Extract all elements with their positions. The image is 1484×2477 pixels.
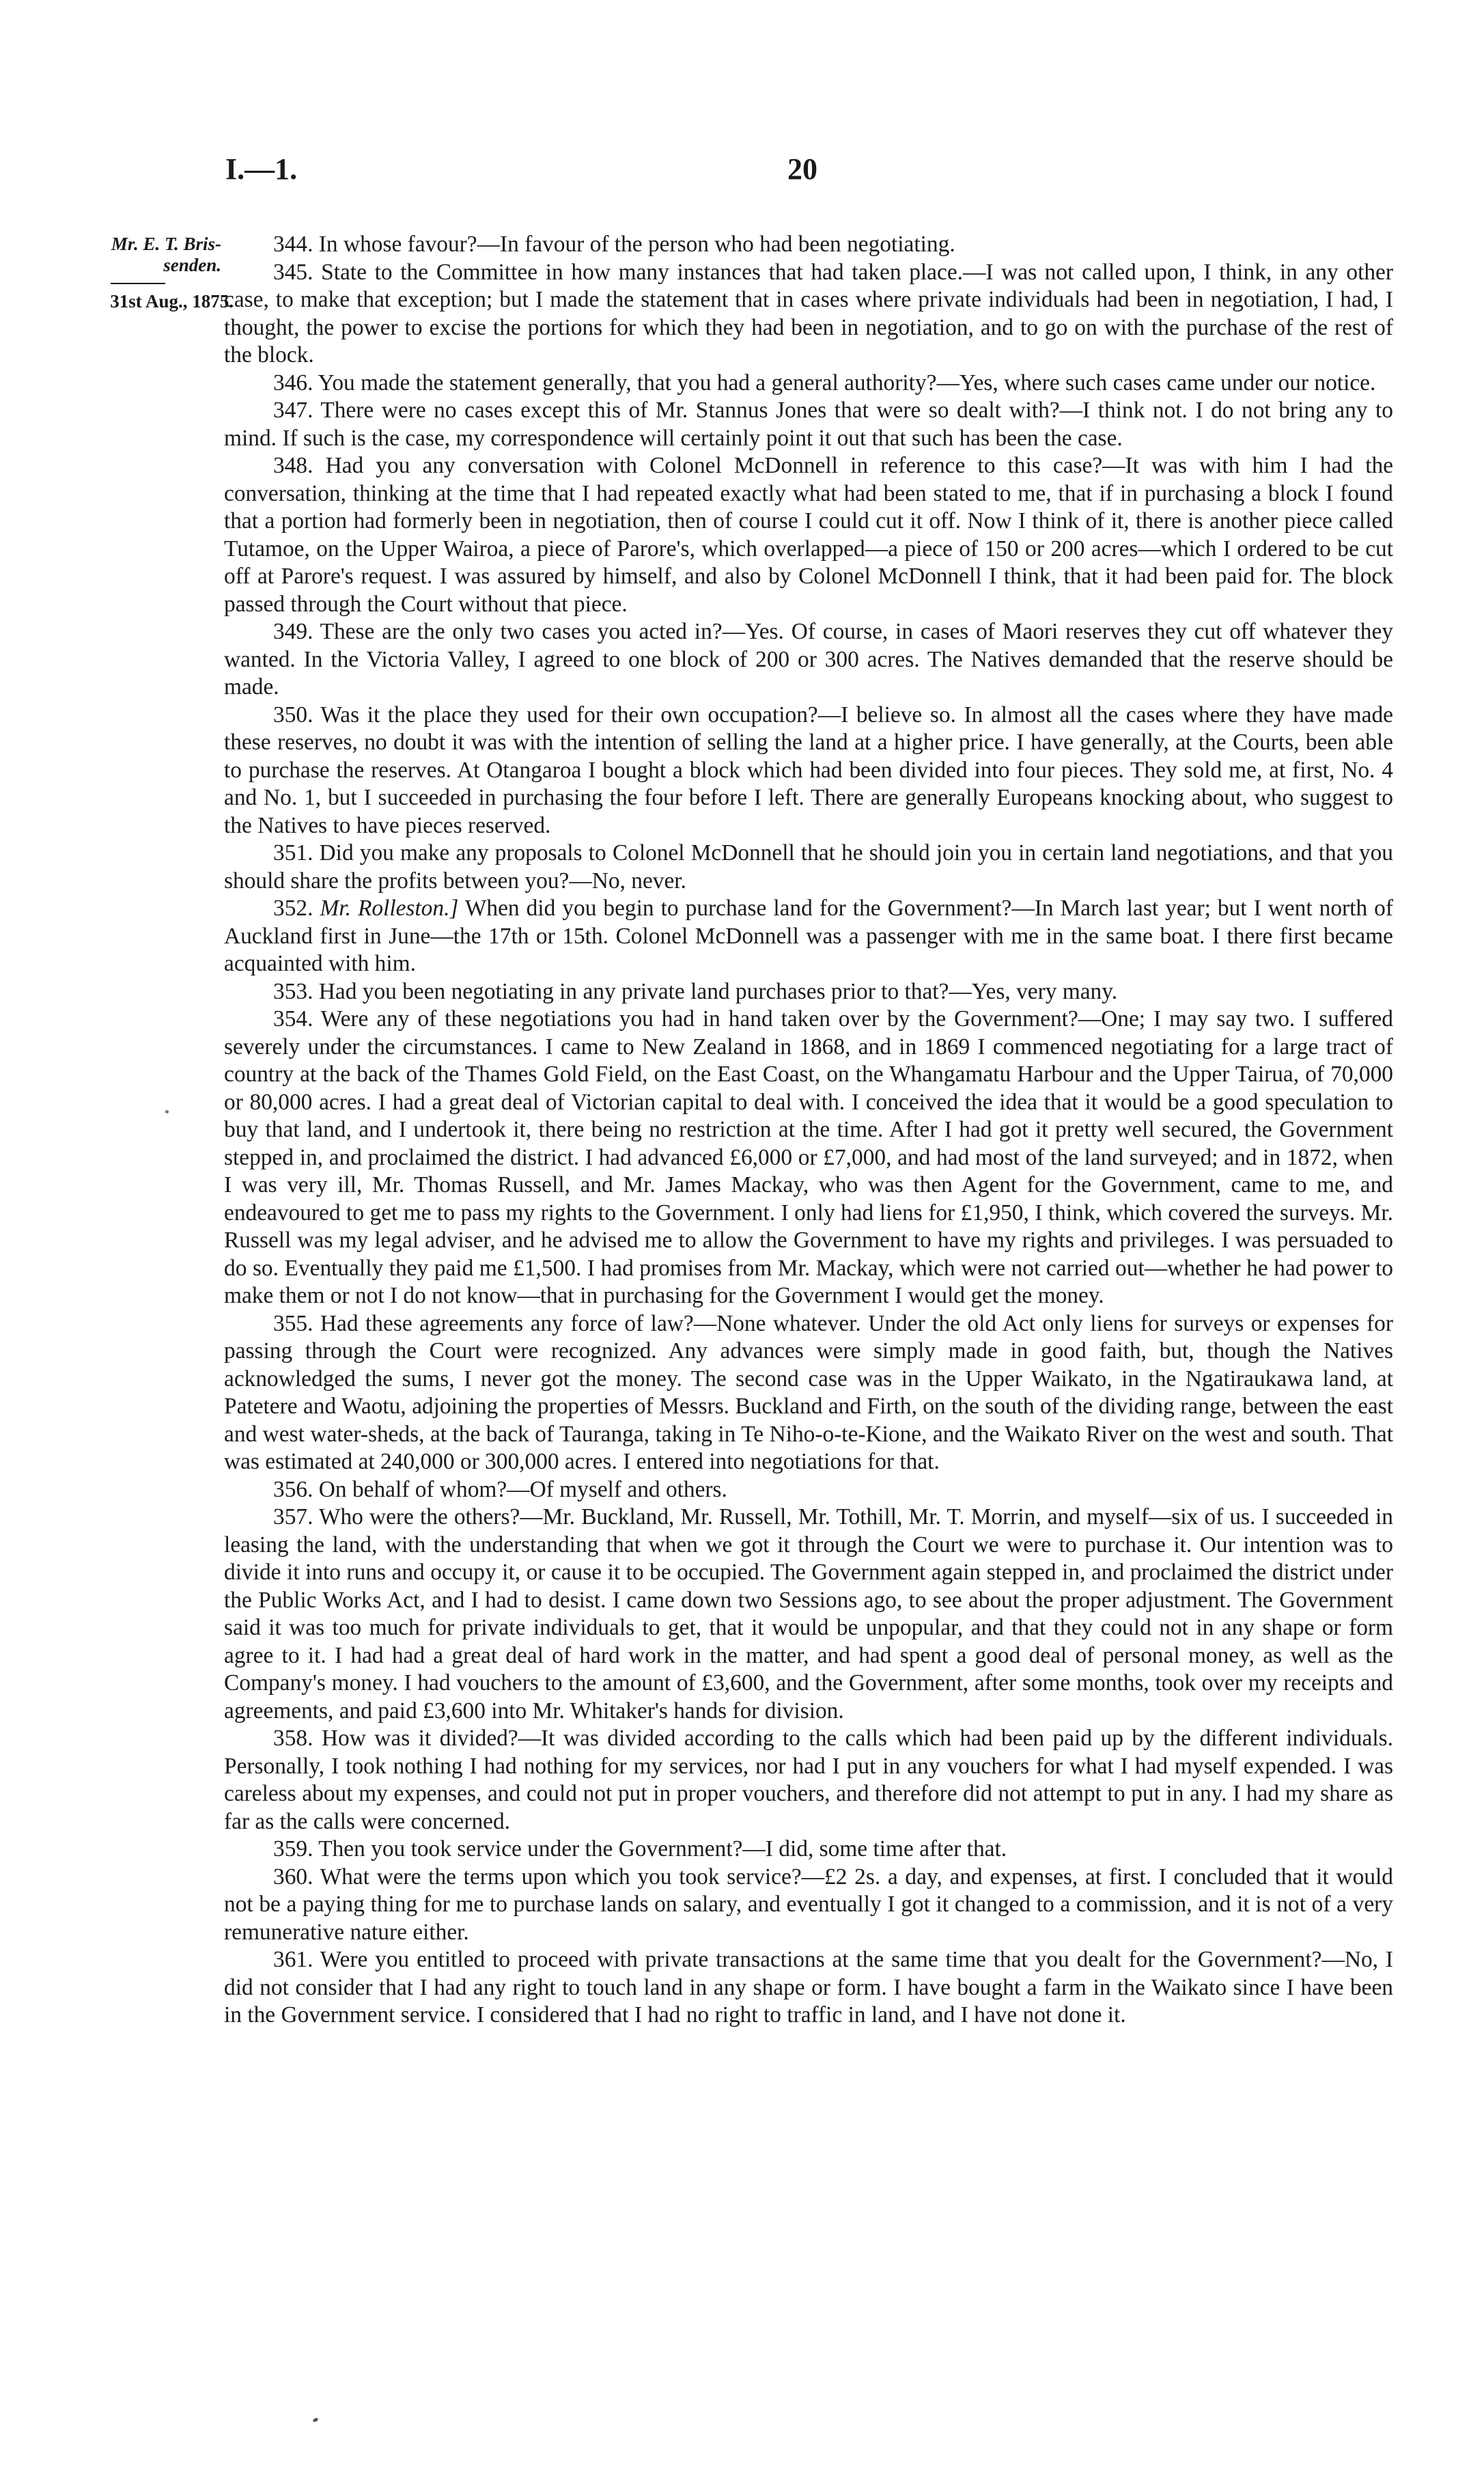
question-number: 348.	[273, 453, 313, 478]
question-paragraph	[224, 840, 1393, 895]
question-number: 354.	[273, 1006, 313, 1032]
question-paragraph	[224, 452, 1393, 618]
question-text: There were no cases except this of Mr. Stannus Jones that were so dealt with?—I think not. I do not bring any to mind. If such is the case, my correspondence will certainly point it out that such has been the case.	[224, 398, 1393, 451]
margin-divider	[111, 283, 165, 284]
question-paragraph	[224, 1310, 1393, 1476]
question-number: 346.	[273, 370, 313, 396]
question-number: 345.	[273, 259, 313, 285]
testimony-date: 31st Aug., 1875.	[110, 291, 234, 312]
question-paragraph	[224, 1946, 1393, 2030]
question-number: 350.	[273, 702, 313, 728]
question-number: 352.	[273, 896, 313, 921]
question-number: 359.	[273, 1836, 313, 1862]
question-paragraph	[224, 1504, 1393, 1725]
question-number: 353.	[273, 978, 313, 1004]
question-number: 351.	[273, 840, 313, 866]
question-paragraph	[224, 231, 1393, 259]
question-text: Had you any conversation with Colonel McDonnell in reference to this case?—It was with him I had the conversation, thinking at the time that I had repeated exactly what had been stated to me, that if in purchasing a block I found that a portion had formerly been in negotiation, then of course I could cut it off. Now I think of it, there is another piece called Tutamoe, on the Upper Wairoa, a piece of Parore's, which overlapped—a piece of 150 or 200 acres—which I ordered to be cut off at Parore's request. I was assured by himself, and also by Colonel McDonnell I think, that it had been paid for. The block passed through the Court without that piece.	[224, 453, 1393, 617]
question-paragraph	[224, 618, 1393, 702]
question-paragraph	[224, 397, 1393, 452]
page-number: 20	[787, 152, 817, 186]
question-text: On behalf of whom?—Of myself and others.	[318, 1476, 727, 1502]
question-paragraph	[224, 978, 1393, 1006]
witness-name-line2: senden.	[163, 255, 221, 275]
question-text: Was it the place they used for their own occupation?—I believe so. In almost all the cases where they have made these reserves, no doubt it was with the intention of selling the land at a higher price. I have generally, at the Courts, been able to purchase the reserves. At Otangaroa I bought a block which had been divided into four pieces. They sold me, at first, No. 4 and No. 1, but I succeeded in purchasing the four before I left. There are generally Europeans knocking about, who suggest to the Natives to have pieces reserved.	[224, 702, 1393, 838]
question-paragraph	[224, 370, 1393, 398]
paper-reference: I.—1.	[225, 152, 298, 186]
question-text: These are the only two cases you acted in?—Yes. Of course, in cases of Maori reserves they cut off whatever they wanted. In the Victoria Valley, I agreed to one block of 200 or 300 acres. The Natives demanded that the reserve should be made.	[224, 619, 1393, 700]
question-number: 355.	[273, 1310, 313, 1336]
question-number: 349.	[273, 619, 313, 644]
question-text: Then you took service under the Government?—I did, some time after that.	[318, 1836, 1007, 1862]
question-paragraph	[224, 1864, 1393, 1947]
evidence-body	[224, 231, 1393, 2030]
question-text: Did you make any proposals to Colonel McDonnell that he should join you in certain land negotiations, and that you should share the profits between you?—No, never.	[224, 840, 1393, 894]
question-number: 357.	[273, 1504, 313, 1530]
question-text: You made the statement generally, that you had a general authority?—Yes, where such cases came under our notice.	[318, 370, 1376, 396]
witness-name	[49, 234, 234, 276]
question-text: State to the Committee in how many instances that had taken place.—I was not called upon, I think, in any other case, to make that exception; but I made the statement that in cases where private individuals had been in negotiation, I had, I thought, the power to excise the portions for which they had been in negotiation, and to go on with the purchase of the rest of the block.	[224, 259, 1393, 368]
question-number: 356.	[273, 1476, 313, 1502]
witness-name-line1: Mr. E. T. Bris-	[111, 234, 221, 254]
ink-speck	[165, 1110, 169, 1113]
question-text: Had you been negotiating in any private land purchases prior to that?—Yes, very many.	[318, 978, 1118, 1004]
question-text: Were you entitled to proceed with private transactions at the same time that you dealt for the Government?—No, I did not consider that I had any right to touch land in any shape or form. I have bought a farm in the Waikato since I have been in the Government service. I considered that I had no right to traffic in land, and I have not done it.	[224, 1947, 1393, 2028]
question-paragraph	[224, 259, 1393, 370]
question-number: 361.	[273, 1947, 313, 1972]
margin-note	[49, 234, 234, 312]
question-paragraph	[224, 702, 1393, 840]
question-paragraph	[224, 1006, 1393, 1310]
question-number: 360.	[273, 1864, 313, 1890]
question-number: 358.	[273, 1726, 313, 1751]
questioner-name: Mr. Rolleston.]	[320, 896, 459, 921]
question-text: Who were the others?—Mr. Buckland, Mr. Russell, Mr. Tothill, Mr. T. Morrin, and myself—six of us. I succeeded in leasing the land, with the understanding that when we got it through the Court we were to purchase it. Our intention was to divide it into runs and occupy it, or cause it to be occupied. The Government again stepped in, and proclaimed the district under the Public Works Act, and I had to desist. I came down two Sessions ago, to see about the proper adjustment. The Government said it was too much for private individuals to get, that it would be unpopular, and that they could not in any shape or form agree to it. I had had a great deal of hard work in the matter, and had spent a good deal of personal money, as well as the Company's money. I had vouchers to the amount of £3,600, and the Government, after some months, took over my receipts and agreements, and paid £3,600 into Mr. Whitaker's hands for division.	[224, 1504, 1393, 1724]
question-paragraph	[224, 1476, 1393, 1504]
question-text: Had these agreements any force of law?—None whatever. Under the old Act only liens for surveys or expenses for passing through the Court were recognized. Any advances were simply made in good faith, but, though the Natives acknowledged the sums, I never got the money. The second case was in the Upper Waikato, in the Ngatiraukawa land, at Patetere and Waotu, adjoining the properties of Messrs. Buckland and Firth, on the south of the dividing range, between the east and west water-sheds, at the back of Tauranga, taking in Te Niho-o-te-Kione, and the Waikato River on the west and south. That was estimated at 240,000 or 300,000 acres. I entered into negotiations for that.	[224, 1310, 1393, 1474]
question-paragraph	[224, 895, 1393, 978]
question-text: When did you begin to purchase land for the Government?—In March last year; but I went north of Auckland first in June—the 17th or 15th. Colonel McDonnell was a passenger with me in the same boat. I there first became acquainted with him.	[224, 896, 1393, 976]
question-paragraph	[224, 1725, 1393, 1836]
question-text: What were the terms upon which you took service?—£2 2s. a day, and expenses, at first. I concluded that it would not be a paying thing for me to purchase lands on salary, and eventually I got it changed to a commission, and it is not of a very remunerative nature either.	[224, 1864, 1393, 1945]
question-paragraph	[224, 1836, 1393, 1864]
question-text: How was it divided?—It was divided according to the calls which had been paid up by the different individuals. Personally, I took nothing I had nothing for my services, nor had I put in any vouchers for what I had myself expended. I was careless about my expenses, and could not put in proper vouchers, and therefore did not attempt to put in any. I had my share as far as the calls were concerned.	[224, 1726, 1393, 1834]
question-number: 347.	[273, 398, 313, 423]
question-number: 344.	[273, 232, 313, 257]
ink-mark	[312, 2418, 318, 2423]
question-text: In whose favour?—In favour of the person who had been negotiating.	[318, 232, 955, 257]
page-header	[225, 152, 1380, 199]
question-text: Were any of these negotiations you had in hand taken over by the Government?—One; I may say two. I suffered severely under the circumstances. I came to New Zealand in 1868, and in 1869 I commenced negotiating for a large tract of country at the back of the Thames Gold Field, on the East Coast, on the Whangamatu Harbour and the Upper Tairua, of 70,000 or 80,000 acres. I had a great deal of Victorian capital to deal with. I conceived the idea that it would be a good speculation to buy that land, and I undertook it, there being no restriction at the time. After I had got it pretty well secured, the Government stepped in, and proclaimed the district. I had advanced £6,000 or £7,000, and had most of the land surveyed; and in 1872, when I was very ill, Mr. Thomas Russell, and Mr. James Mackay, who was then Agent for the Government, came to me, and endeavoured to get me to pass my rights to the Government. I only had liens for £1,950, I think, which covered the surveys. Mr. Russell was my legal adviser, and he advised me to allow the Government to have my rights and privileges. I was persuaded to do so. Eventually they paid me £1,500. I had promises from Mr. Mackay, which were not carried out—whether he had power to make them or not I do not know—that in purchasing for the Government I would get the money.	[224, 1006, 1393, 1308]
